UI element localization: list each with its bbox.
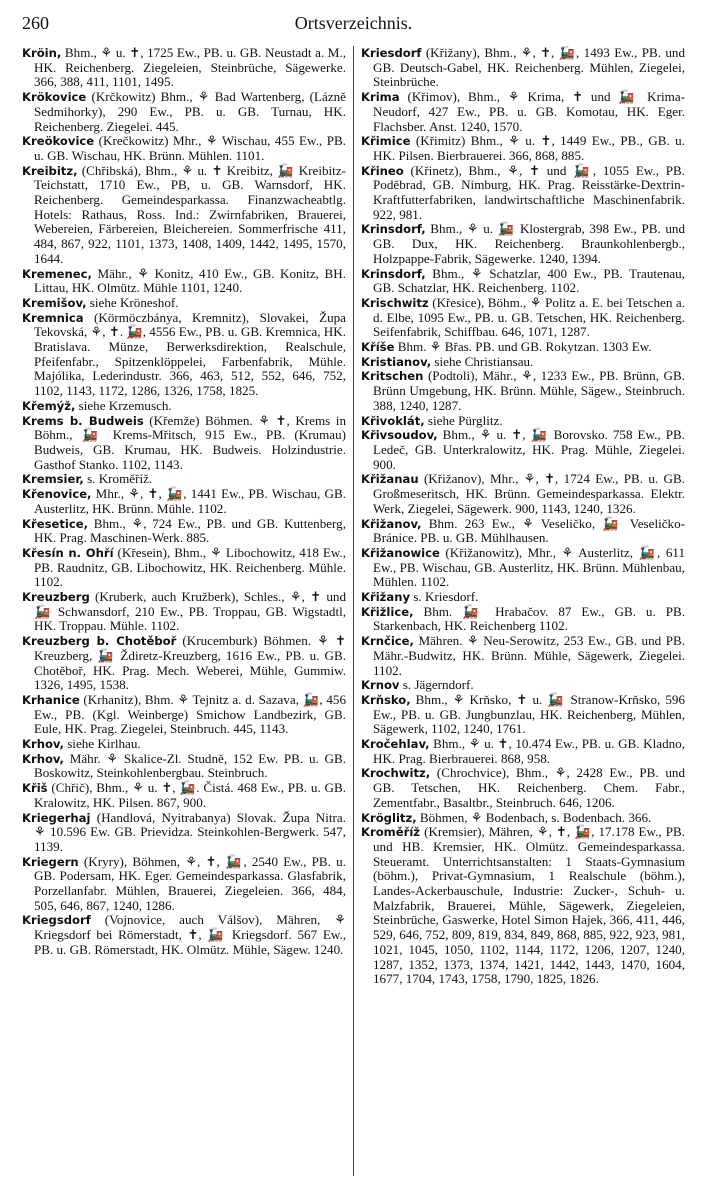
entry-headword: Krhov,: [22, 751, 64, 766]
entry: [22, 809, 346, 855]
entry: [22, 162, 346, 267]
entry: [361, 427, 685, 472]
entry: [22, 691, 346, 737]
entry: [22, 515, 346, 546]
entry-text: (Křižanowitz), Mhr., ⚘ Austerlitz, 🚂, 611 Ew., PB. Wischau, GB. Austerlitz, HK. Brünn. Mühlenbau, Mühlen. 1102.: [373, 544, 685, 590]
entry: [22, 412, 346, 473]
entry: [22, 544, 346, 590]
entry: [22, 486, 346, 516]
entry-text: (Kryry), Böhmen, ⚘, ✝, 🚂, 2540 Ew., PB. u. GB. Podersam, HK. Eger. Gemeindesparkassa. Glasfabrik, Porzellanfabr. Mühlen, Brauerei, Ziegeleien. 366, 484, 505, 646, 867, 1240, 1286.: [34, 853, 346, 913]
entry-text: (Křižanov), Mhr., ⚘, ✝, 1724 Ew., PB. u. GB. Großmeseritsch, HK. Brünn. Gemeindesparkassa. Elektr. Werk, Ziegelei, Sägewerk. 900, 1143, 1240, 1326.: [373, 471, 685, 516]
right-column: [361, 46, 685, 1176]
entry-headword: Krhov,: [22, 737, 64, 752]
entry-text: (Kruberk, auch Kružberk), Schles., ⚘, ✝ und 🚂 Schwansdorf, 210 Ew., PB. Troppau, GB. Wigstadtl, HK. Troppau. Mühle. 1102.: [34, 589, 346, 634]
document-page: [22, 10, 685, 1180]
entry-text: Mähr. ⚘ Skalice-Zl. Studně, 152 Ew. PB. u. GB. Boskowitz, Steinkohlenbergbau. Steinbruch.: [34, 750, 346, 781]
entry-text: Mähren. ⚘ Neu-Serowitz, 253 Ew., GB. und PB. Mähr.-Budwitz, HK. Brünn. Mühle, Sägewerk, Ziegelei. 1102.: [373, 633, 685, 678]
entry: [361, 603, 685, 634]
entry-text: Bhm. 263 Ew., ⚘ Veseličko, 🚂 Veseličko-Bránice. PB. u. GB. Mühlhausen.: [373, 515, 685, 546]
entry-text: Bhm., ⚘ u. 🚂 Klostergrab, 398 Ew., PB. und GB. Dux, HK. Reichenberg. Braunkohlenbergb., Holzpappe-Fabrik, Sägewerke. 1240, 1394.: [373, 221, 685, 266]
entry-headword: Kriegsdorf: [22, 913, 91, 928]
entry: [361, 809, 685, 826]
entry-headword: Kreibitz,: [22, 163, 78, 178]
page-number: 260: [22, 13, 49, 33]
entry-text: (Podtoli), Mähr., ⚘, 1233 Ew., PB. Brünn, GB. Brünn Umgebung, HK. Brünn. Mühle, Sägew., Steinbruch. 388, 1240, 1287.: [373, 368, 685, 413]
entry: [361, 294, 685, 340]
entry-text: (Körmöczbánya, Kremnitz), Slovakei, Župa Tekovská, ⚘, ✝. 🚂, 4556 Ew., PB. u. GB. Kremnica, HK. Bratislava. Münze, Berwerksdirektion, Realschule, Pfeifenfabr., Spitzenklöppelei, Farbenfabrik, Mühle. Majólika, Lederindustr. 366, 463, 512, 552, 646, 752, 1102, 1143, 1172, 1286, 1326, 1758, 1825.: [34, 309, 346, 399]
entry: [361, 765, 685, 810]
entry-text: siehe Pürglitz.: [424, 412, 503, 428]
entry-text: Bhm. 🚂 Hrabačov. 87 Ew., GB. u. PB. Starkenbach, HK. Reichenberg 1102.: [373, 603, 685, 634]
entry-text: (Chrochvice), Bhm., ⚘, 2428 Ew., PB. und GB. Tetschen, HK. Reichenberg. Chem. Fabr., Zementfabr., Basaltbr., Steinbruch. 646, 1206.: [373, 765, 685, 810]
entry-headword: Krinsdorf,: [361, 266, 426, 281]
left-column: [22, 46, 346, 1176]
entry-headword: Krems b. Budweis: [22, 413, 144, 428]
entry: [22, 46, 346, 90]
text-columns: [22, 46, 685, 1176]
entry-text: siehe Krzemusch.: [75, 397, 172, 413]
entry-text: (Chřič), Bhm., ⚘ u. ✝, 🚂. Čistá. 468 Ew., PB. u. GB. Kralowitz, HK. Pilsen. 867, 900.: [34, 780, 346, 810]
entry-headword: Křižlice,: [361, 604, 414, 619]
entry-headword: Kremišov,: [22, 295, 87, 310]
entry-text: (Křimov), Bhm., ⚘ Krima, ✝ und 🚂 Krima-Neudorf, 427 Ew., PB. u. GB. Komotau, HK. Eger. Flachsber. Anst. 1240, 1570.: [373, 89, 685, 134]
entry-headword: Krischwitz: [361, 295, 429, 310]
entry: [361, 589, 685, 605]
entry: [361, 339, 685, 355]
entry-text: (Křižany), Bhm., ⚘, ✝, 🚂, 1493 Ew., PB. und GB. Deutsch-Gabel, HK. Reichenberg. Mühlen, Ziegelei, Steinbrüche.: [373, 46, 685, 90]
entry-headword: Krňsko,: [361, 692, 411, 707]
entry-text: s. Kriesdorf.: [410, 589, 479, 605]
entry-text: (Kremsier), Mähren, ⚘, ✝, 🚂, 17.178 Ew., PB. und HB. Kremsier, HK. Olmütz. Gemeindesparkassa. Steueramt. Unterrichtsanstalten: 1 Staats-Gymnasium (böhm.), Privat-Gymnasium, 1 Realschule (böhm.), Landes-Ackerbauschule, Industrie: Zucker-, Schuh- u. Malzfabrik, Brauerei, Mühle, Sägewerk, Ziegeleien, Steinbrüche, Gaswerke, Hotel Simon Hajek, 366, 411, 446, 529, 646, 752, 809, 819, 834, 849, 868, 885, 922, 923, 981, 1021, 1045, 1050, 1102, 1144, 1172, 1206, 1207, 1240, 1287, 1352, 1373, 1374, 1421, 1442, 1443, 1470, 1604, 1677, 1704, 1743, 1758, 1790, 1825, 1826.: [373, 824, 685, 987]
entry: [22, 471, 346, 487]
entry: [22, 750, 346, 781]
entry-headword: Křivsoudov,: [361, 428, 438, 443]
entry: [22, 397, 346, 414]
entry-headword: Krökovice: [22, 90, 87, 105]
entry-text: Bhm., ⚘ Krňsko, ✝ u. 🚂 Stranow-Krňsko, 596 Ew., PB. u. GB. Jungbunzlau, HK. Reichenberg, Mühlen, Sägewerk, 1102, 1240, 1761.: [373, 691, 685, 737]
entry-text: Bhm., ⚘ u. ✝, 10.474 Ew., PB. u. GB. Kladno, HK. Prag. Bierbrauerei. 868, 958.: [373, 736, 685, 766]
entry-headword: Křižany: [361, 590, 411, 605]
column-divider: [353, 46, 354, 1176]
entry-text: s. Jägerndorf.: [399, 677, 474, 693]
entry-headword: Kreökovice: [22, 134, 95, 149]
entry-text: Bhm., ⚘ u. ✝, 1725 Ew., PB. u. GB. Neustadt a. M., HK. Reichenberg. Ziegeleien, Steinbrüche, Sägewerke. 366, 388, 411, 1101, 1495.: [34, 46, 346, 90]
entry-text: Böhmen, ⚘ Bodenbach, s. Bodenbach. 366.: [416, 809, 652, 825]
entry-headword: Kroměříž: [361, 825, 421, 840]
entry-text: (Vojnovice, auch Válšov), Mähren, ⚘ Kriegsdorf bei Römerstadt, ✝, 🚂 Kriegsdorf. 567 Ew., PB. u. GB. Römerstadt, HK. Olmütz. Mühle, Sägew. 1240.: [34, 912, 346, 957]
entry-text: Bhm., ⚘, 724 Ew., PB. und GB. Kuttenberg, HK. Prag. Maschinen-Werk. 885.: [34, 515, 346, 546]
entry: [361, 824, 685, 987]
entry-text: Bhm., ⚘ Schatzlar, 400 Ew., PB. Trautenau, GB. Schatzlar, HK. Reichenberg. 1102.: [373, 265, 685, 296]
entry: [361, 89, 685, 134]
entry-text: (Křesein), Bhm., ⚘ Libochowitz, 418 Ew., PB. Raudnitz, GB. Libochowitz, HK. Reichenberg. Mühle. 1102.: [34, 544, 346, 590]
entry-text: (Křesice), Böhm., ⚘ Politz a. E. bei Tetschen a. d. Elbe, 1095 Ew., PB. u. GB. Tetschen, HK. Reichenberg. Seifenfabrik, Schiffbau. 646, 1071, 1287.: [373, 294, 685, 340]
entry-headword: Kröglitz,: [361, 810, 417, 825]
entry-text: (Handlová, Nyitrabanya) Slovak. Župa Nitra. ⚘ 10.596 Ew. GB. Prievidza. Steinkohlen-Bergwerk. 547, 1139.: [34, 809, 346, 854]
entry-text: siehe Kröneshof.: [86, 294, 179, 310]
entry: [361, 133, 685, 163]
entry-text: (Chřibská), Bhm., ⚘ u. ✝ Kreibitz, 🚂 Kreibitz-Teichstatt, 1710 Ew., PB, u. GB. Warnsdorf, HK. Reichenberg. Gemeindesparkassa. Finanzwacheabtlg. Hotels: Rathaus, Ross. Ind.: Zwirnfabriken, Brauerei, Webereien, Färbereien, Bleichereien. Sommerfrische 411, 484, 867, 922, 1101, 1373, 1408, 1409, 1442, 1495, 1570, 1644.: [34, 162, 346, 266]
entry-text: Mähr., ⚘ Konitz, 410 Ew., GB. Konitz, BH. Littau, HK. Olmütz. Mühle 1101, 1240.: [34, 265, 346, 296]
entry-text: (Krčkowitz) Bhm., ⚘ Bad Wartenberg, (Lázně Sedmihorky), 290 Ew., PB. u. GB. Turnau, HK. Reichenberg. Ziegelei. 445.: [34, 89, 346, 134]
entry-headword: Křiš: [22, 781, 48, 796]
entry-text: (Krucemburk) Böhmen. ⚘ ✝ Kreuzberg, 🚂 Ždiretz-Kreuzberg, 1616 Ew., PB. u. GB. Chotěboř, HK. Prag. Mech. Weberei, Mühle, Gummiw. 1326, 1495, 1538.: [34, 633, 346, 693]
entry-headword: Křineo: [361, 163, 404, 178]
entry-headword: Kreuzberg: [22, 590, 90, 605]
entry: [361, 677, 685, 693]
entry: [22, 309, 346, 399]
entry-headword: Kříše: [361, 340, 395, 355]
entry-headword: Krnov: [361, 678, 400, 693]
entry-headword: Křesetice,: [22, 516, 88, 531]
entry-headword: Křižanau: [361, 472, 419, 487]
entry-text: Mhr., ⚘, ✝, 🚂, 1441 Ew., PB. Wischau, GB. Austerlitz, HK. Brünn. Mühle. 1102.: [34, 486, 346, 516]
entry: [22, 912, 346, 957]
entry: [361, 736, 685, 766]
entry: [22, 89, 346, 134]
entry: [361, 46, 685, 90]
entry: [22, 633, 346, 693]
entry-headword: Kreuzberg b. Chotěboř: [22, 634, 177, 649]
entry-text: siehe Christiansau.: [431, 353, 534, 369]
entry-headword: Kritschen: [361, 369, 424, 384]
page-title: Ortsverzeichnis.: [294, 13, 413, 33]
page-header: [22, 10, 685, 40]
entry-text: siehe Kirlhau.: [63, 736, 141, 752]
entry-headword: Kremenec,: [22, 266, 92, 281]
entry-headword: Křenovice,: [22, 487, 92, 502]
entry-headword: Křemýž,: [22, 398, 76, 413]
entry: [361, 633, 685, 678]
entry-headword: Křivoklát,: [361, 413, 425, 428]
entry: [22, 780, 346, 810]
entry-headword: Křimice: [361, 134, 411, 149]
entry-text: (Krhanitz), Bhm. ⚘ Tejnitz a. d. Sazava, 🚂, 456 Ew., PB. (Kgl. Weinberge) Smichow Landbezirk, GB. Eule, HK. Prag. Ziegelei, Steinbruch. 445, 1143.: [34, 691, 346, 737]
entry: [361, 221, 685, 266]
entry-text: Bhm., ⚘ u. ✝, 🚂 Borovsko. 758 Ew., PB. Ledeč, GB. Unterkralowitz, HK. Prag. Mühle, Ziegelei. 900.: [373, 427, 685, 472]
entry: [22, 736, 346, 752]
entry-headword: Krochwitz,: [361, 766, 431, 781]
entry: [361, 471, 685, 516]
entry-headword: Křesín n. Ohří: [22, 545, 114, 560]
entry: [361, 544, 685, 590]
entry: [361, 368, 685, 413]
entry-headword: Kriegern: [22, 854, 79, 869]
entry-text: Bhm. ⚘ Břas. PB. und GB. Rokytzan. 1303 Ew.: [394, 339, 652, 355]
entry-headword: Krima: [361, 90, 400, 105]
entry-text: (Křemže) Böhmen. ⚘ ✝, Krems in Böhm., 🚂 Krems-Mřitsch, 915 Ew., PB. (Krumau) Budweis, GB. Krumau, HK. Budweis. Holzindustrie. Gasthof Stanko. 1102, 1143.: [34, 412, 346, 472]
entry-headword: Krhanice: [22, 692, 80, 707]
entry-text: (Krečkowitz) Mhr., ⚘ Wischau, 455 Ew., PB. u. GB. Wischau, HK. Brünn. Mühlen. 1101.: [34, 133, 346, 163]
entry-headword: Kročehlav,: [361, 737, 430, 752]
entry-headword: Kremsier,: [22, 472, 84, 487]
entry: [361, 412, 685, 429]
entry: [22, 265, 346, 296]
entry-headword: Kriegerhaj: [22, 810, 91, 825]
entry-headword: Kriesdorf: [361, 46, 422, 60]
entry-headword: Kröin,: [22, 46, 62, 60]
entry: [361, 515, 685, 546]
entry-headword: Kremnica: [22, 310, 84, 325]
entry: [22, 294, 346, 311]
entry: [22, 589, 346, 634]
entry: [361, 691, 685, 737]
entry: [361, 162, 685, 223]
entry: [361, 353, 685, 370]
entry-headword: Krinsdorf,: [361, 222, 426, 237]
entry: [22, 133, 346, 163]
entry-headword: Kristianov,: [361, 354, 432, 369]
entry-text: s. Kroměříž.: [83, 471, 153, 487]
entry: [361, 265, 685, 296]
entry-headword: Krnčice,: [361, 634, 414, 649]
entry-text: (Křimitz) Bhm., ⚘ u. ✝, 1449 Ew., PB., GB. u. HK. Pilsen. Bierbrauerei. 366, 868, 885.: [373, 133, 685, 163]
entry: [22, 853, 346, 914]
entry-headword: Křižanowice: [361, 545, 440, 560]
entry-headword: Křižanov,: [361, 516, 422, 531]
entry-text: (Křinetz), Bhm., ⚘, ✝ und 🚂, 1055 Ew., PB. Poděbrad, GB. Nimburg, HK. Prag. Reisstärke-Dextrin-Kraftfutterfabriken, landwirtschaftliche Maschinenfabrik. 922, 981.: [373, 162, 685, 222]
